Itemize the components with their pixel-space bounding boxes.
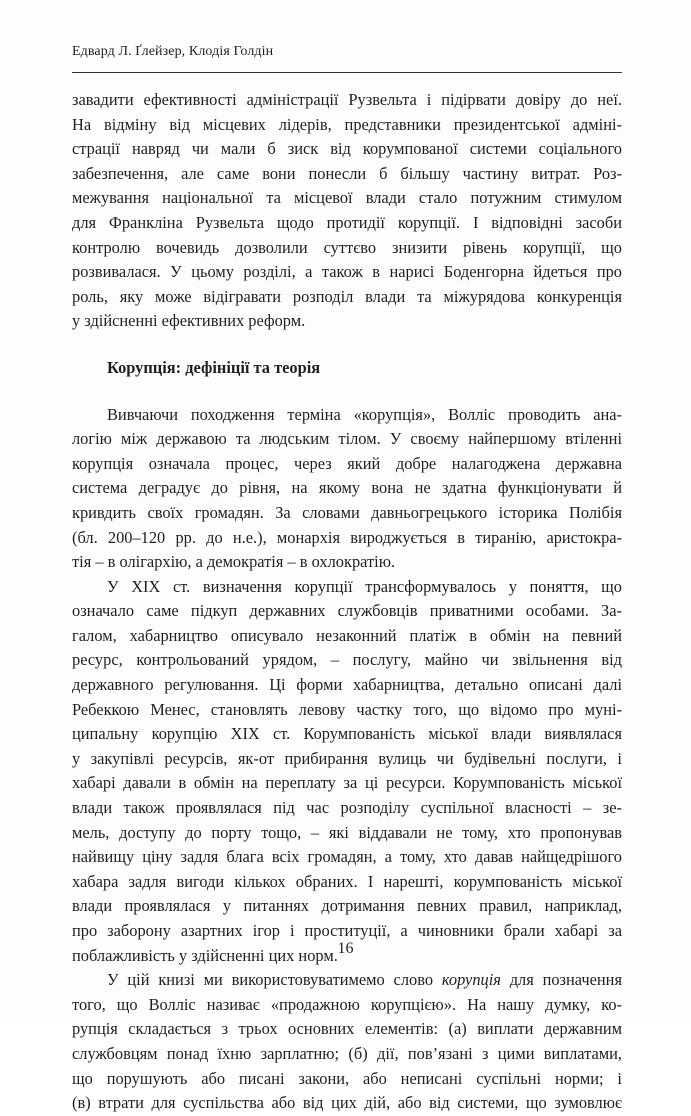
text-line: (бл. 200–120 рр. до н.е.), монархія вироджується в тиранію, аристокра- — [72, 527, 622, 547]
text-line: для Франкліна Рузвельта щодо протидії корупції. І відповідні засоби — [72, 212, 622, 232]
text-line: у закупівлі ресурсів, як-от прибирання вулиць чи будівельні послуги, і — [72, 748, 622, 768]
text-line: хабара задля вигоди кількох обраних. І нарешті, корумпованість міської — [72, 871, 622, 891]
text-line: рупція складається з трьох основних елементів: (а) виплати державним — [72, 1019, 622, 1039]
section-gap — [72, 334, 622, 356]
section-heading: Корупція: дефініції та теорія — [107, 357, 321, 377]
text-line: Ребеккою Менес, становлять левову частку того, що відомо про муні- — [72, 699, 622, 719]
page-number: 16 — [337, 940, 354, 957]
section-gap — [72, 381, 622, 403]
text-line: тія – в олігархію, а демократія – в охлократію. — [72, 552, 396, 572]
text-line: розвивалася. У цьому розділі, а також в нарисі Боденгорна йдеться про — [72, 262, 622, 282]
text-run: для позначення — [500, 970, 622, 990]
body-text — [72, 88, 622, 1116]
text-line: контролю вочевидь дозволили суттєво знизити рівень корупції, що — [72, 237, 622, 257]
text-line: ципальну корупцію XIX ст. Корумпованість міської влади виявлялася — [72, 724, 622, 744]
text-line: влади проявлялася у питаннях дотримання певних правил, наприклад, — [72, 896, 622, 916]
text-line: У XIX ст. визначення корупції трансформувалось у поняття, що — [107, 576, 622, 596]
text-line: На відміну від місцевих лідерів, представники президентської адміні- — [72, 114, 622, 134]
text-line: завадити ефективності адміністрації Рузвельта і підірвати довіру до неї. — [72, 90, 622, 109]
text-line: межування національної та місцевої влади стало потужним стимулом — [72, 188, 622, 208]
running-header: Едвард Л. Ґлейзер, Клодія Голдін — [72, 44, 274, 59]
text-line: (в) втрати для суспільства або від цих дій, або від системи, що зумовлює — [72, 1093, 622, 1113]
text-line: Вивчаючи походження терміна «корупція», Волліс проводить ана- — [107, 404, 622, 424]
text-line: поблажливість у здійсненні цих норм. — [72, 945, 338, 965]
emphasized-term: корупція — [441, 970, 501, 990]
paragraph-definition — [72, 968, 622, 1116]
text-line: ресурс, контрольований урядом, – послугу, майно чи звільнення від — [72, 650, 622, 670]
text-line: що порушують або писані закони, або неписані суспільні норми; і — [72, 1068, 622, 1088]
text-line: галом, хабарництво описувало незаконний платіж в обмін на певний — [72, 625, 622, 645]
text-line — [72, 968, 622, 993]
text-line: службовцям понад їхню зарплатню; (б) дії, пов’язані з цими виплатами, — [72, 1043, 622, 1063]
paragraph-intro — [72, 88, 622, 334]
text-line: про заборону азартних ігор і проституції, а чиновники брали хабарі за — [72, 921, 622, 940]
text-line: забезпечення, але саме вони понесли б більшу частину витрат. Роз- — [72, 163, 622, 183]
text-line: хабарі давали в обмін на переплату за ці ресурси. Корумпованість міської — [72, 773, 622, 793]
text-line: мель, доступу до порту тощо, – які віддавали не тому, хто пропонував — [72, 822, 622, 842]
text-line: найвищу ціну задля блага всіх громадян, а тому, хто давав найщедрішого — [72, 847, 622, 867]
text-line: роль, яку може відігравати розподіл влади та міжурядова конкуренція — [72, 286, 622, 306]
header-divider — [72, 72, 622, 73]
text-line: страції навряд чи мали б зиск від корумпованої системи соціального — [72, 139, 622, 159]
text-line: система деградує до рівня, на якому вона не здатна функціонувати й — [72, 478, 622, 498]
text-line: означало саме підкуп державних службовців приватними особами. За- — [72, 601, 622, 621]
text-line: кривдить своїх громадян. За словами давньогрецького історика Полібія — [72, 502, 622, 522]
text-line: державного регулювання. Ці форми хабарництва, детально описані далі — [72, 675, 622, 695]
paragraph-etymology — [72, 403, 622, 575]
text-run: У цій книзі ми використовуватимемо слово — [107, 970, 442, 990]
text-line: у здійсненні ефективних реформ. — [72, 311, 306, 331]
text-line: логію між державою та людським тілом. У своєму найпершому втіленні — [72, 429, 622, 449]
text-line: того, що Волліс називає «продажною корупцією». На нашу думку, ко- — [72, 994, 622, 1014]
text-line: влади також проявлялася під час розподілу суспільної власності – зе- — [72, 798, 622, 818]
text-line: корупція означала процес, через який добре налагоджена державна — [72, 453, 622, 473]
paragraph-nineteenth-century — [72, 575, 622, 969]
